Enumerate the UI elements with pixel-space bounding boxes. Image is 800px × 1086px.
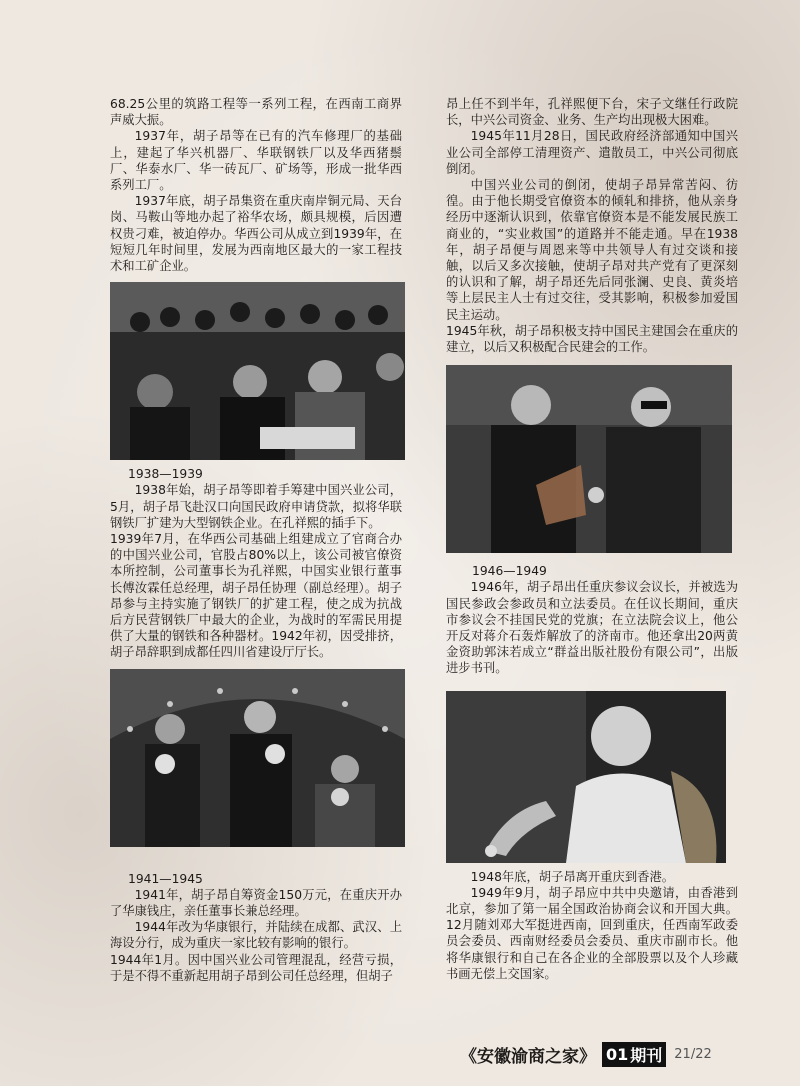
- issue-number: 01: [606, 1044, 629, 1064]
- historical-photo-handshake: [446, 365, 732, 553]
- page-number: 21/22: [674, 1046, 712, 1062]
- photo-caption: 1941—1945: [128, 871, 203, 886]
- magazine-title: 《安徽渝商之家》: [460, 1046, 596, 1067]
- paragraph: 1939年7月，在华西公司基础上组建成立了官商合办的中国兴业公司，官股占80%以上，该公司被官僚资本所控制，公司董事长为孔祥熙，中国实业银行董事长傅汝霖任总经理，胡子昂任协理（副总经理）。胡子昂参与主持实施了钢铁厂的扩建工程，使之成为抗战后方民营钢铁厂中最大的企业，为战时的军需民用提供了大量的钢铁和各种器材。1942年初，因受排挤，胡子昂辞职到成都任四川省建设厅厅长。: [110, 532, 402, 660]
- right-column: [446, 96, 738, 982]
- paragraph: 68.25公里的筑路工程等一系列工程，在西南工商界声威大振。: [110, 97, 402, 128]
- historical-photo-portrait: [446, 691, 726, 863]
- paragraph: 1937年底，胡子昂集资在重庆南岸铜元局、天台岗、马鞍山等地办起了裕华农场，颇具规模，后因遭权贵刁难，被迫停办。华西公司从成立到1939年，在短短几年时间里，发展为西南地区最大的一家工程技术和工矿企业。: [110, 194, 402, 274]
- left-column: [110, 96, 402, 984]
- paragraph: 1946年，胡子昂出任重庆参议会议长，并被选为国民参政会参政员和立法委员。在任议长期间，重庆市参议会不挂国民党的党旗；在立法院会议上，他公开反对蒋介石轰炸解放了的济南市。他还拿出20两黄金资助郭沫若成立“群益出版社股份有限公司”，出版进步书刊。: [446, 580, 738, 676]
- paragraph: 1945年秋，胡子昂积极支持中国民主建国会在重庆的建立，以后又积极配合民建会的工作。: [446, 323, 738, 355]
- historical-photo-meeting: [110, 282, 405, 460]
- photo-caption: 1938—1939: [128, 467, 203, 482]
- issue-label: 期刊: [630, 1045, 663, 1065]
- historical-photo-ceremony: [110, 669, 405, 847]
- paragraph: 中国兴业公司的倒闭，使胡子昂异常苦闷、彷徨。由于他长期受官僚资本的倾轧和排挤，他从亲身经历中逐渐认识到，依靠官僚资本是不能发展民族工商业的，“实业救国”的道路并不能走通。早在1938年，胡子昂便与周恩来等中共领导人有过交谈和接触，以后又多次接触，使胡子昂对共产党有了更深刻的认识和了解，胡子昂还先后同张澜、史良、黄炎培等上层民主人士有过交往，受其影响，积极参加爱国民主运动。: [446, 178, 738, 322]
- photo-caption: 1946—1949: [472, 564, 547, 579]
- paragraph: 1941年，胡子昂自筹资金150万元，在重庆开办了华康钱庄，亲任董事长兼总经理。: [110, 887, 402, 919]
- paragraph: 1938年始，胡子昂等即着手筹建中国兴业公司，5月，胡子昂飞赴汉口向国民政府申请贷款，拟将华联钢铁厂扩建为大型钢铁企业。在孔祥熙的插手下。: [110, 483, 402, 530]
- issue-badge: [602, 1042, 666, 1067]
- paragraph: 昂上任不到半年，孔祥熙便下台，宋子文继任行政院长，中兴公司资金、业务、生产均出现极大困难。: [446, 97, 738, 128]
- page-footer: [460, 1042, 712, 1066]
- paragraph: 1944年改为华康银行，并陆续在成都、武汉、上海设分行，成为重庆一家比较有影响的银行。: [110, 920, 402, 951]
- paragraph: 1937年，胡子昂等在已有的汽车修理厂的基础上，建起了华兴机器厂、华联钢铁厂以及华西猪鬃厂、华泰水厂、华一砖瓦厂、矿场等，形成一批华西系列工厂。: [110, 129, 402, 193]
- paragraph: 1945年11月28日，国民政府经济部通知中国兴业公司全部停工清理资产、遣散员工，中兴公司彻底倒闭。: [446, 129, 738, 176]
- paragraph: 1944年1月。因中国兴业公司管理混乱，经营亏损，于是不得不重新起用胡子昂到公司任总经理，但胡子: [110, 952, 402, 983]
- paragraph: 1948年底，胡子昂离开重庆到香港。: [470, 869, 675, 884]
- paragraph: 1949年9月，胡子昂应中共中央邀请，由香港到北京，参加了第一届全国政治协商会议和开国大典。12月随刘邓大军挺进西南，回到重庆，任西南军政委员会委员、西南财经委员会委员、重庆市副市长。他将华康银行和自己在各企业的全部股票以及个人珍藏书画无偿上交国家。: [446, 885, 738, 981]
